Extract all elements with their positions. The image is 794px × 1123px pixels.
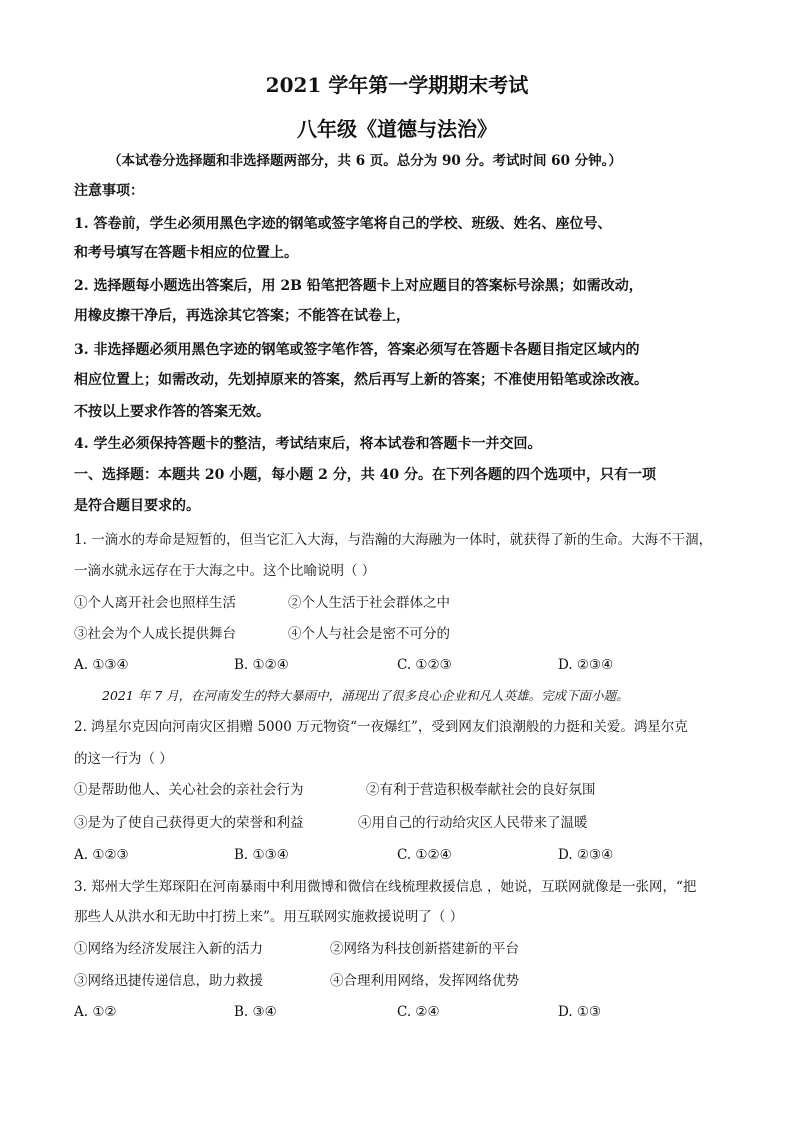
question-1-statement-1: ①个人离开社会也照样生活 — [74, 595, 236, 611]
note-4: 4. 学生必须保持答题卡的整洁，考试结束后，将本试卷和答题卡一并交回。 — [74, 436, 542, 452]
question-3-option-a: A. ①② — [74, 1004, 117, 1020]
question-3-option-b: B. ③④ — [234, 1004, 277, 1020]
question-1-option-a: A. ①③④ — [74, 657, 129, 673]
question-2-option-d: D. ②③④ — [558, 847, 614, 863]
question-2-option-c: C. ①②④ — [397, 847, 452, 863]
question-3-stem-line-1: 3. 郑州大学生郑琛阳在河南暴雨中利用微博和微信在线梳理救援信息 ，她说，互联网就像是一张网，“把 — [74, 879, 697, 895]
question-2-statement-3: ③是为了使自己获得更大的荣誉和利益 — [74, 815, 304, 831]
question-1-stem-line-2: 一滴水就永远存在于大海之中。这个比喻说明（ ） — [74, 563, 376, 579]
question-2-statement-2: ②有利于营造积极奉献社会的良好氛围 — [366, 782, 596, 798]
note-3-line-2: 相应位置上；如需改动，先划掉原来的答案，然后再写上新的答案；不准使用铅笔或涂改液。 — [74, 372, 648, 388]
question-2-statement-1: ①是帮助他人、关心社会的亲社会行为 — [74, 782, 304, 798]
question-1-option-b: B. ①②④ — [234, 657, 289, 673]
question-2-stem-line-2: 的这一行为（ ） — [74, 751, 173, 767]
question-3-statement-4: ④合理利用网络，发挥网络优势 — [330, 973, 519, 989]
note-2-line-2: 用橡皮擦干净后，再选涂其它答案；不能答在试卷上， — [74, 308, 410, 324]
question-3-stem-line-2: 那些人从洪水和无助中打捞上来”。用互联网实施救援说明了（ ） — [74, 909, 464, 925]
question-2-statement-4: ④用自己的行动给灾区人民带来了温暖 — [358, 815, 588, 831]
note-2-line-1: 2. 选择题每小题选出答案后，用 2B 铅笔把答题卡上对应题目的答案标号涂黑；如需改动， — [74, 278, 643, 294]
question-3-statement-3: ③网络迅捷传递信息，助力救援 — [74, 973, 263, 989]
notes-heading: 注意事项： — [74, 183, 144, 199]
question-2-option-b: B. ①③④ — [234, 847, 289, 863]
question-1-option-d: D. ②③④ — [558, 657, 614, 673]
question-3-option-c: C. ②④ — [397, 1004, 440, 1020]
question-1-option-c: C. ①②③ — [397, 657, 452, 673]
exam-info: （本试卷分选择题和非选择题两部分，共 6 页。总分为 90 分。考试时间 60 分钟。） — [108, 153, 622, 169]
exam-title: 2021 学年第一学期期末考试 — [265, 73, 529, 97]
note-1-line-1: 1. 答卷前，学生必须用黑色字迹的钢笔或签字笔将自己的学校、班级、姓名、座位号、 — [74, 216, 612, 232]
question-3-option-d: D. ①③ — [558, 1004, 602, 1020]
question-2-option-a: A. ①②③ — [74, 847, 129, 863]
note-1-line-2: 和考号填写在答题卡相应的位置上。 — [74, 245, 298, 261]
question-1-statement-4: ④个人与社会是密不可分的 — [288, 626, 450, 642]
exam-subtitle: 八年级《道德与法治》 — [297, 117, 497, 141]
section-1-heading-line-2: 是符合题目要求的。 — [74, 498, 200, 514]
note-3-line-3: 不按以上要求作答的答案无效。 — [74, 404, 270, 420]
section-1-heading-line-1: 一、选择题：本题共 20 小题，每小题 2 分，共 40 分。在下列各题的四个选项中，只有一项 — [74, 467, 656, 483]
question-1-statement-2: ②个人生活于社会群体之中 — [288, 595, 450, 611]
note-3-line-1: 3. 非选择题必须用黑色字迹的钢笔或签字笔作答，答案必须写在答题卡各题目指定区域内的 — [74, 342, 640, 358]
question-3-statement-2: ②网络为科技创新搭建新的平台 — [330, 941, 519, 957]
question-1-stem-line-1: 1. 一滴水的寿命是短暂的，但当它汇入大海，与浩瀚的大海融为一体时，就获得了新的生命。大海不干涸， — [74, 532, 713, 548]
question-1-statement-3: ③社会为个人成长提供舞台 — [74, 626, 236, 642]
question-2-stem-line-1: 2. 鸿星尔克因向河南灾区捐赠 5000 万元物资“一夜爆红”，受到网友们浪潮般的力挺和关爱。鸿星尔克 — [74, 719, 688, 735]
material-text: 2021 年 7 月，在河南发生的特大暴雨中，涌现出了很多良心企业和凡人英雄。完成下面小题。 — [102, 688, 629, 703]
question-3-statement-1: ①网络为经济发展注入新的活力 — [74, 941, 263, 957]
